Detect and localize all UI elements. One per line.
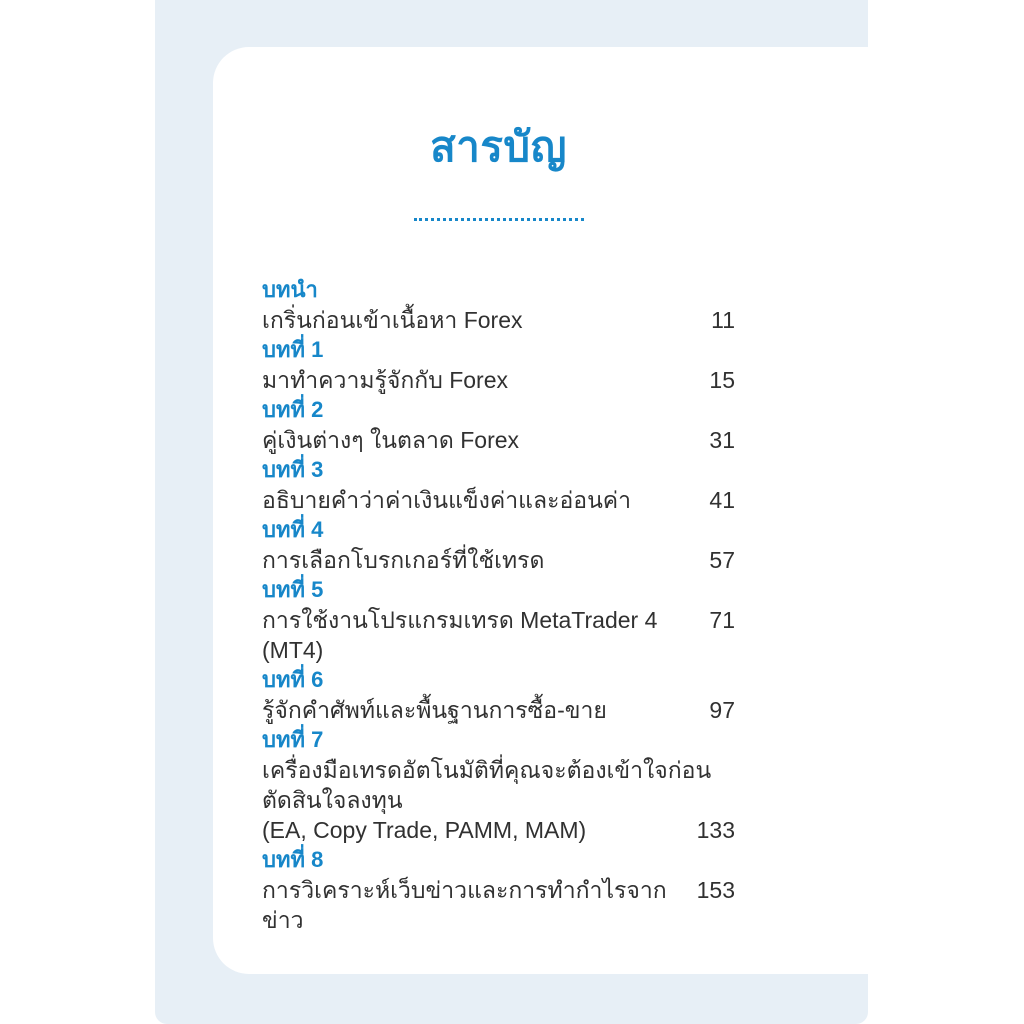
toc-entry-title: การใช้งานโปรแกรมเทรด MetaTrader 4 (MT4) bbox=[262, 607, 658, 663]
toc-chapter-label: บทนำ bbox=[262, 277, 318, 302]
toc-entry-row bbox=[262, 425, 735, 455]
toc-entry-row bbox=[262, 365, 735, 395]
table-of-contents bbox=[262, 275, 735, 935]
toc-entry-page-number: 41 bbox=[709, 487, 735, 513]
toc-entry-title: (EA, Copy Trade, PAMM, MAM) bbox=[262, 817, 587, 843]
toc-entry-title: เครื่องมือเทรดอัตโนมัติที่คุณจะต้องเข้าใจก่อนตัดสินใจลงทุน bbox=[262, 757, 712, 813]
toc-entry-page-number: 31 bbox=[709, 427, 735, 453]
toc-chapter-heading bbox=[262, 395, 735, 425]
toc-entry-row bbox=[262, 695, 735, 725]
toc-chapter-label: บทที่ 6 bbox=[262, 667, 324, 692]
toc-chapter-heading bbox=[262, 275, 735, 305]
toc-chapter-heading bbox=[262, 515, 735, 545]
toc-chapter-label: บทที่ 7 bbox=[262, 727, 324, 752]
toc-entry-row bbox=[262, 485, 735, 515]
toc-chapter-label: บทที่ 8 bbox=[262, 847, 324, 872]
toc-entry-page-number: 133 bbox=[696, 817, 735, 843]
toc-entry-page-number: 15 bbox=[709, 367, 735, 393]
toc-chapter-heading bbox=[262, 845, 735, 875]
toc-entry-title: อธิบายคำว่าค่าเงินแข็งค่าและอ่อนค่า bbox=[262, 487, 632, 513]
toc-entry-title: มาทำความรู้จักกับ Forex bbox=[262, 367, 508, 393]
toc-chapter-heading bbox=[262, 455, 735, 485]
toc-chapter-heading bbox=[262, 665, 735, 695]
toc-chapter-label: บทที่ 4 bbox=[262, 517, 324, 542]
toc-entry-page-number: 11 bbox=[711, 307, 735, 333]
toc-entry-page-number: 153 bbox=[696, 877, 735, 903]
page-content bbox=[262, 47, 735, 974]
toc-entry-title: การเลือกโบรกเกอร์ที่ใช้เทรด bbox=[262, 547, 545, 573]
toc-entry-page-number: 97 bbox=[709, 697, 735, 723]
toc-entry-title: คู่เงินต่างๆ ในตลาด Forex bbox=[262, 427, 520, 453]
book-page bbox=[213, 47, 1024, 974]
dotted-divider bbox=[414, 218, 584, 221]
toc-entry-title: รู้จักคำศัพท์และพื้นฐานการซื้อ-ขาย bbox=[262, 697, 607, 723]
page-title: สารบัญ bbox=[430, 123, 567, 170]
toc-entry-row bbox=[262, 755, 735, 815]
toc-entry-row bbox=[262, 875, 735, 935]
toc-chapter-label: บทที่ 3 bbox=[262, 457, 324, 482]
toc-chapter-heading bbox=[262, 335, 735, 365]
toc-entry-page-number: 57 bbox=[709, 547, 735, 573]
toc-entry-title: เกริ่นก่อนเข้าเนื้อหา Forex bbox=[262, 307, 523, 333]
toc-entry-row bbox=[262, 305, 735, 335]
toc-entry-title: การวิเคราะห์เว็บข่าวและการทำกำไรจากข่าว bbox=[262, 877, 667, 933]
toc-entry-row bbox=[262, 815, 735, 845]
toc-chapter-heading bbox=[262, 575, 735, 605]
toc-chapter-label: บทที่ 2 bbox=[262, 397, 324, 422]
toc-chapter-label: บทที่ 1 bbox=[262, 337, 324, 362]
toc-entry-row bbox=[262, 545, 735, 575]
toc-entry-page-number: 71 bbox=[709, 607, 735, 633]
toc-chapter-label: บทที่ 5 bbox=[262, 577, 324, 602]
toc-chapter-heading bbox=[262, 725, 735, 755]
toc-entry-row bbox=[262, 605, 735, 665]
